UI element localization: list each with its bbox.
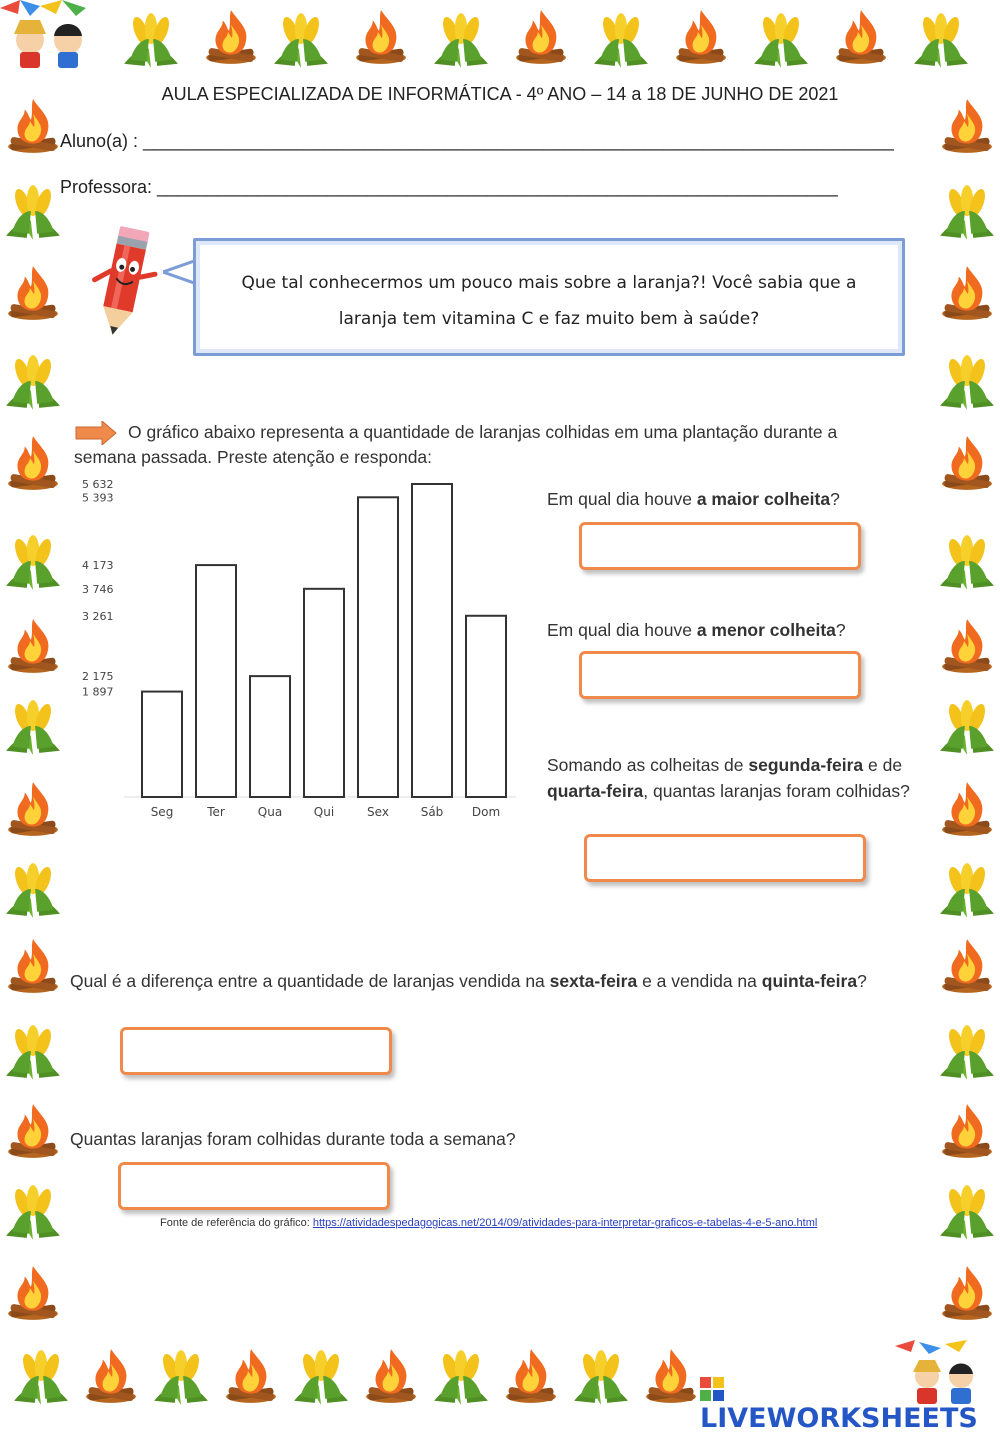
fire-icon xyxy=(510,6,572,68)
answer-input-4[interactable] xyxy=(123,1030,389,1072)
corn-icon xyxy=(936,530,998,592)
fire-icon xyxy=(2,935,64,997)
bar-Dom xyxy=(466,616,506,797)
speech-tail-icon xyxy=(163,258,197,288)
corn-icon xyxy=(430,1345,492,1407)
fire-icon xyxy=(2,432,64,494)
page-title: AULA ESPECIALIZADA DE INFORMÁTICA - 4º ANO – 14 a 18 DE JUNHO DE 2021 xyxy=(161,84,839,104)
corn-icon xyxy=(936,1180,998,1242)
corn-icon xyxy=(2,350,64,412)
corn-icon xyxy=(150,1345,212,1407)
fire-icon xyxy=(2,1262,64,1324)
corn-icon xyxy=(936,695,998,757)
corn-icon xyxy=(910,8,972,70)
corn-icon xyxy=(2,1180,64,1242)
x-tick-label: Qua xyxy=(257,805,283,819)
bar-Qui xyxy=(304,589,344,797)
x-tick-label: Ter xyxy=(207,805,225,819)
corn-icon xyxy=(2,1020,64,1082)
answer-input-5[interactable] xyxy=(121,1165,387,1207)
fire-icon xyxy=(2,778,64,840)
source-label: Fonte de referência do gráfico: xyxy=(160,1217,310,1229)
question-3: Somando as colheitas de segunda-feira e de quarta-feira, quantas laranjas foram colhidas? xyxy=(547,755,910,801)
y-tick-label: 1 897 xyxy=(82,685,114,699)
question-1: Em qual dia houve a maior colheita? xyxy=(547,489,840,509)
liveworksheets-logo xyxy=(700,1372,1000,1434)
question-5: Quantas laranjas foram colhidas durante toda a semana? xyxy=(70,1129,516,1149)
y-tick-label: 3 746 xyxy=(82,582,114,596)
fire-icon xyxy=(936,1100,998,1162)
speech-line-2: laranja tem vitamina C e faz muito bem à saúde? xyxy=(338,309,760,329)
y-tick-label: 5 632 xyxy=(82,478,114,491)
y-tick-label: 5 393 xyxy=(82,491,114,505)
corn-icon xyxy=(936,180,998,242)
corn-icon xyxy=(936,350,998,412)
y-tick-label: 4 173 xyxy=(82,559,114,573)
brand-name: LIVEWORKSHEETS xyxy=(700,1403,978,1434)
fire-icon xyxy=(936,778,998,840)
answer-box-2[interactable] xyxy=(579,651,861,699)
fire-icon xyxy=(350,6,412,68)
fire-icon xyxy=(936,1262,998,1324)
pencil-mascot-icon xyxy=(90,212,160,340)
corn-icon xyxy=(590,8,652,70)
bar-Qua xyxy=(250,676,290,797)
intro-text: O gráfico abaixo representa a quantidade de laranjas colhidas em uma plantação durante a semana passada. Preste atenção e responda: xyxy=(74,422,838,468)
fire-icon xyxy=(200,6,262,68)
speech-bubble xyxy=(193,238,905,356)
answer-input-1[interactable] xyxy=(582,525,858,567)
bar-Seg xyxy=(142,692,182,797)
corn-icon xyxy=(10,1345,72,1407)
source-link[interactable]: https://atividadespedagogicas.net/2014/09/atividades-para-interpretar-graficos-e-tabelas-4-e-5-ano.html xyxy=(312,1217,818,1229)
fire-icon xyxy=(936,615,998,677)
fire-icon xyxy=(2,615,64,677)
answer-input-3[interactable] xyxy=(587,837,863,879)
speech-line-1: Que tal conhecermos um pouco mais sobre a laranja?! Você sabia que a xyxy=(241,273,857,293)
arrow-right-icon xyxy=(74,421,118,445)
teacher-name-line: Professora: ____________________________________________________________________ xyxy=(60,177,838,197)
x-tick-label: Sáb xyxy=(420,805,444,819)
chart-intro xyxy=(74,420,904,469)
corn-icon xyxy=(750,8,812,70)
liveworksheets-badge-icon xyxy=(700,1377,724,1401)
fire-icon xyxy=(500,1345,562,1407)
fire-icon xyxy=(2,262,64,324)
fire-icon xyxy=(936,432,998,494)
fire-icon xyxy=(220,1345,282,1407)
x-tick-label: Seg xyxy=(150,805,174,819)
y-tick-label: 3 261 xyxy=(82,609,114,623)
question-4: Qual é a diferença entre a quantidade de laranjas vendida na sexta-feira e a vendida na quinta-feira? xyxy=(70,971,867,991)
x-tick-label: Qui xyxy=(313,805,335,819)
corn-icon xyxy=(570,1345,632,1407)
answer-input-2[interactable] xyxy=(582,654,858,696)
corn-icon xyxy=(2,858,64,920)
answer-box-1[interactable] xyxy=(579,522,861,570)
answer-box-4[interactable] xyxy=(120,1027,392,1075)
fire-icon xyxy=(936,935,998,997)
answer-box-5[interactable] xyxy=(118,1162,390,1210)
corn-icon xyxy=(936,1020,998,1082)
corn-icon xyxy=(120,8,182,70)
harvest-bar-chart xyxy=(76,474,526,824)
x-tick-label: Sex xyxy=(367,805,389,819)
corn-icon xyxy=(936,858,998,920)
bar-Sex xyxy=(358,497,398,797)
fire-icon xyxy=(2,1100,64,1162)
question-2: Em qual dia houve a menor colheita? xyxy=(547,620,846,640)
fire-icon xyxy=(80,1345,142,1407)
student-name-line: Aluno(a) : ___________________________________________________________________________ xyxy=(60,131,894,151)
bar-Ter xyxy=(196,565,236,797)
fire-icon xyxy=(640,1345,702,1407)
kids-mascot-top-left xyxy=(0,0,100,75)
chart-source xyxy=(160,1217,817,1229)
x-tick-label: Dom xyxy=(471,805,501,819)
corn-icon xyxy=(2,530,64,592)
fire-icon xyxy=(670,6,732,68)
corn-icon xyxy=(290,1345,352,1407)
corn-icon xyxy=(2,695,64,757)
children-illustration-icon xyxy=(0,0,100,75)
y-tick-label: 2 175 xyxy=(82,670,114,684)
bar-Sáb xyxy=(412,484,452,797)
corn-icon xyxy=(430,8,492,70)
fire-icon xyxy=(830,6,892,68)
corn-icon xyxy=(270,8,332,70)
fire-icon xyxy=(936,262,998,324)
fire-icon xyxy=(360,1345,422,1407)
corn-icon xyxy=(2,180,64,242)
answer-box-3[interactable] xyxy=(584,834,866,882)
